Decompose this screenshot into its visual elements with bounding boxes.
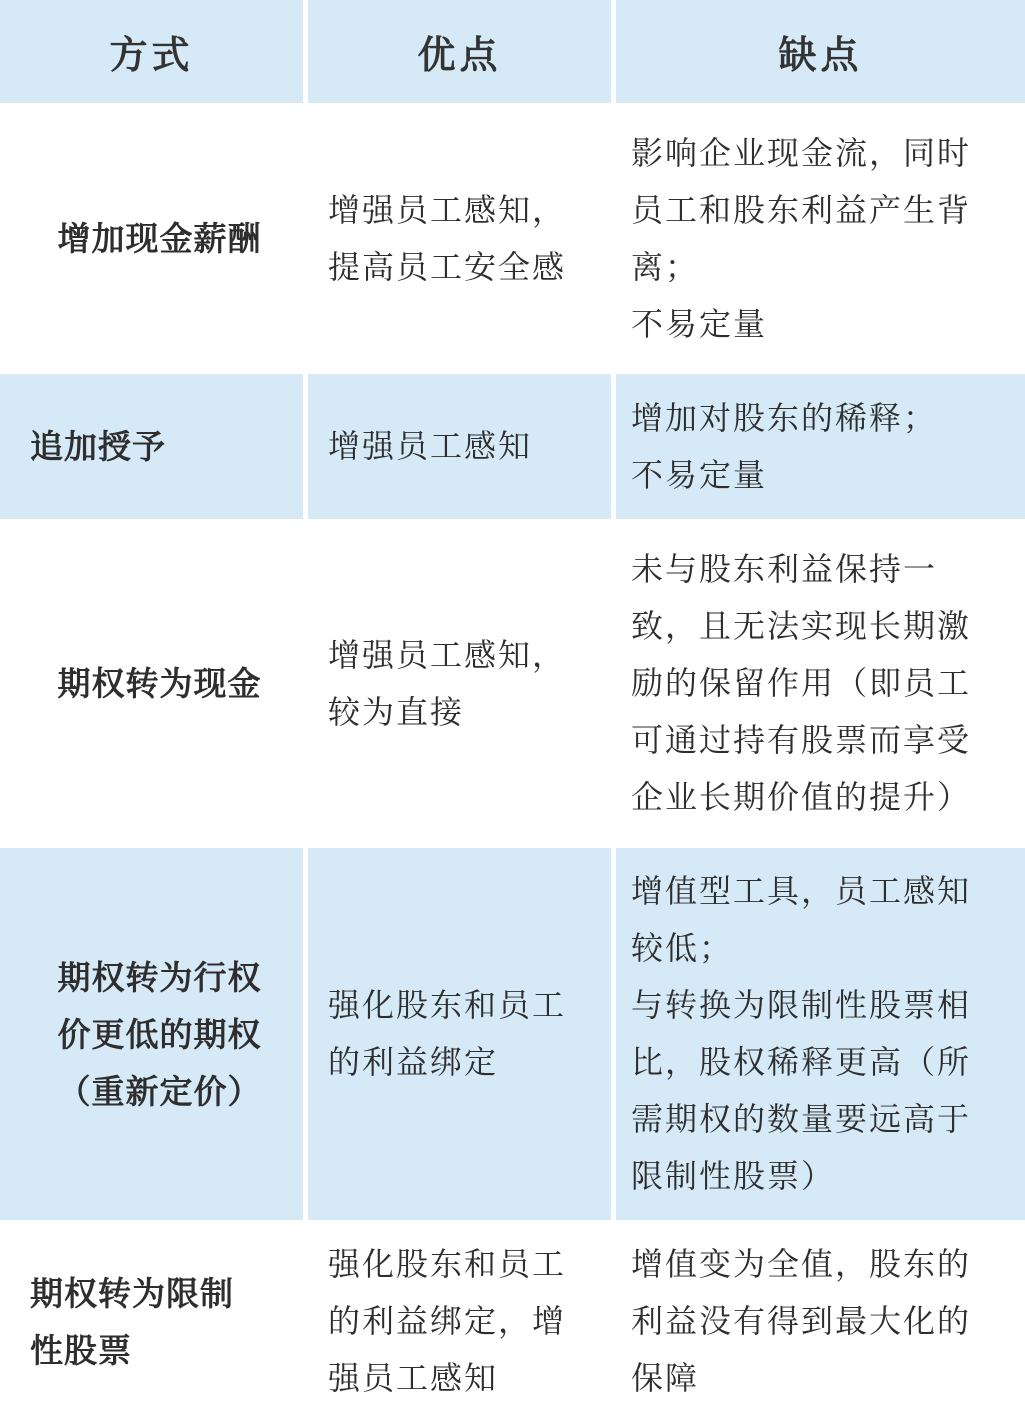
row-2-pros: 增强员工感知 xyxy=(328,427,533,465)
row-3-pros: 增强员工感知， 较为直接 xyxy=(328,635,567,731)
row-1-method: 增加现金薪酬 xyxy=(57,219,262,258)
row-2-cons: 增加对股东的稀释； 不易定量 xyxy=(631,398,938,494)
header-method-label: 方式 xyxy=(109,33,194,77)
row-1-pros: 增强员工感知， 提高员工安全感 xyxy=(328,190,567,286)
row-1-cons: 影响企业现金流，同时 员工和股东利益产生背 离； 不易定量 xyxy=(631,133,972,343)
header-cons-label: 缺点 xyxy=(778,33,863,77)
header-pros xyxy=(308,0,611,103)
row-4-pros: 强化股东和员工 的利益绑定 xyxy=(328,986,567,1081)
row-4-cons-cell xyxy=(616,848,1025,1220)
row-5-method: 期权转为限制 性股票 xyxy=(30,1273,234,1370)
row-5-pros-cell xyxy=(308,1222,611,1421)
row-1-pros-cell xyxy=(308,105,611,372)
row-2-pros-cell xyxy=(308,374,611,519)
row-5-pros: 强化股东和员工 的利益绑定，增 强员工感知 xyxy=(328,1245,567,1397)
row-4-cons: 增值型工具，员工感知 较低； 与转换为限制性股票相 比，股权稀释更高（所 需期权的数量要远高于 限制性股票） xyxy=(631,872,972,1195)
row-5-cons-cell xyxy=(616,1222,1025,1421)
row-3-cons: 未与股东利益保持一 致，且无法实现长期激 励的保留作用（即员工 可通过持有股票而享受 企业长期价值的提升） xyxy=(631,550,972,816)
row-4-pros-cell xyxy=(308,848,611,1220)
row-2-cons-cell xyxy=(616,374,1025,519)
header-pros-label: 优点 xyxy=(417,33,502,77)
header-method xyxy=(0,0,303,103)
row-5-cons: 增值变为全值，股东的 利益没有得到最大化的 保障 xyxy=(631,1245,972,1397)
row-3-method-cell xyxy=(0,521,303,846)
row-3-method: 期权转为现金 xyxy=(57,664,262,703)
row-2-method: 追加授予 xyxy=(30,427,166,466)
row-3-pros-cell xyxy=(308,521,611,846)
row-1-method-cell xyxy=(0,105,303,372)
header-cons xyxy=(616,0,1025,103)
row-4-method: 期权转为行权 价更低的期权 （重新定价） xyxy=(57,957,262,1111)
row-4-method-cell xyxy=(0,848,303,1220)
row-1-cons-cell xyxy=(616,105,1025,372)
row-5-method-cell xyxy=(0,1222,303,1421)
row-3-cons-cell xyxy=(616,521,1025,846)
row-2-method-cell xyxy=(0,374,303,519)
